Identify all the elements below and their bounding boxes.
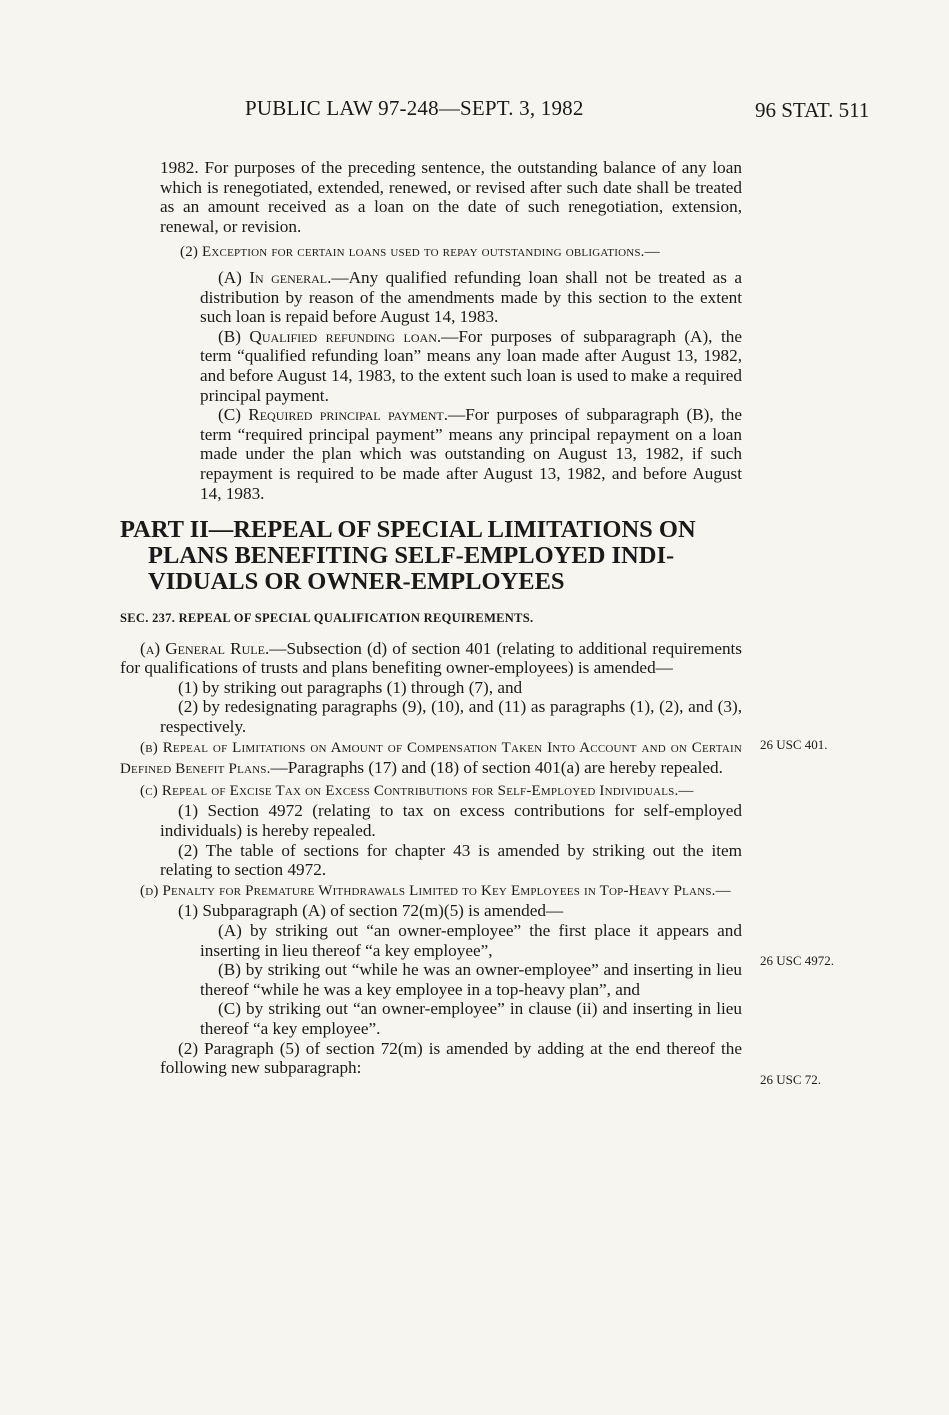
subparagraph-c: (C) Required principal payment.—For purposes of subparagraph (B), the term “required principal payment” means any principal repayment on a loan made under the plan which was outstanding on August 13, 1982, if such repayment is required to be made after August 13, 1982, and before August 14, 1983. xyxy=(200,405,742,503)
subsection-a-item-1: (1) by striking out paragraphs (1) through (7), and xyxy=(178,677,523,697)
subparagraph-a: (A) In general.—Any qualified refunding loan shall not be treated as a distribution by reason of the amendments made by this section to the extent such loan is repaid before August 14, 1983. xyxy=(200,267,742,327)
margin-note-usc-72: 26 USC 72. xyxy=(760,1072,822,1087)
page-header-title: PUBLIC LAW 97-248—SEPT. 3, 1982 xyxy=(245,96,584,120)
margin-note-usc-4972: 26 USC 4972. xyxy=(760,953,835,968)
part-heading: PART II—REPEAL OF SPECIAL LIMITATIONS ON PLANS BENEFITING SELF-EMPLOYED INDI- VIDUALS OR OWNER-EMPLOYEES xyxy=(120,516,696,596)
subsection-d-item-1-b: (B) by striking out “while he was an owner-employee” and inserting in lieu thereof “while he was a key employee in a top-heavy plan”, and xyxy=(200,960,742,999)
paragraph-2-heading: (2) Exception for certain loans used to repay outstanding obligations.— xyxy=(180,244,660,261)
subsection-c-item-2: (2) The table of sections for chapter 43 is amended by striking out the item relating to section 4972. xyxy=(160,840,742,880)
subparagraph-b: (B) Qualified refunding loan.—For purposes of subparagraph (A), the term “qualified refunding loan” means any loan made after August 13, 1982, and before August 14, 1983, to the extent such loan is used to make a required principal payment. xyxy=(200,326,742,405)
subsection-d-item-1: (1) Subparagraph (A) of section 72(m)(5) is amended— xyxy=(178,901,564,921)
margin-note-usc-401: 26 USC 401. xyxy=(760,737,828,752)
subsection-d-item-1-c: (C) by striking out “an owner-employee” in clause (ii) and inserting in lieu thereof “a key employee”. xyxy=(200,999,742,1038)
subsection-d-item-1-a: (A) by striking out “an owner-employee” the first place it appears and inserting in lieu thereof “a key employee”, xyxy=(200,921,742,960)
subsection-a-item-2: (2) by redesignating paragraphs (9), (10), and (11) as paragraphs (1), (2), and (3), respectively. xyxy=(160,697,742,737)
section-heading: SEC. 237. REPEAL OF SPECIAL QUALIFICATION REQUIREMENTS. xyxy=(120,611,534,626)
subsection-a: (a) General Rule.—Subsection (d) of section 401 (relating to additional requirements for qualifications of trusts and plans benefiting owner-employees) is amended— xyxy=(120,638,742,678)
subsection-d-item-2: (2) Paragraph (5) of section 72(m) is amended by adding at the end thereof the following new subparagraph: xyxy=(160,1038,742,1078)
subsection-c-heading: (c) Repeal of Excise Tax on Excess Contributions for Self-Employed Individuals.— xyxy=(140,782,694,799)
paragraph-continuation: 1982. For purposes of the preceding sentence, the outstanding balance of any loan which is renegotiated, extended, renewed, or revised after such date shall be treated as an amount received as a loan on the date of such renegotiation, extension, renewal, or revision. xyxy=(160,158,742,236)
subsection-b: (b) Repeal of Limitations on Amount of Compensation Taken Into Account and on Certain Defined Benefit Plans.—Paragraphs (17) and (18) of section 401(a) are hereby repealed. xyxy=(120,739,742,778)
body-text xyxy=(120,158,742,1078)
subsection-d-heading: (d) Penalty for Premature Withdrawals Limited to Key Employees in Top-Heavy Plans.— xyxy=(140,882,731,899)
page-stat-number: 96 STAT. 511 xyxy=(755,98,870,122)
subsection-c-item-1: (1) Section 4972 (relating to tax on excess contributions for self-employed individuals) is hereby repealed. xyxy=(160,801,742,841)
